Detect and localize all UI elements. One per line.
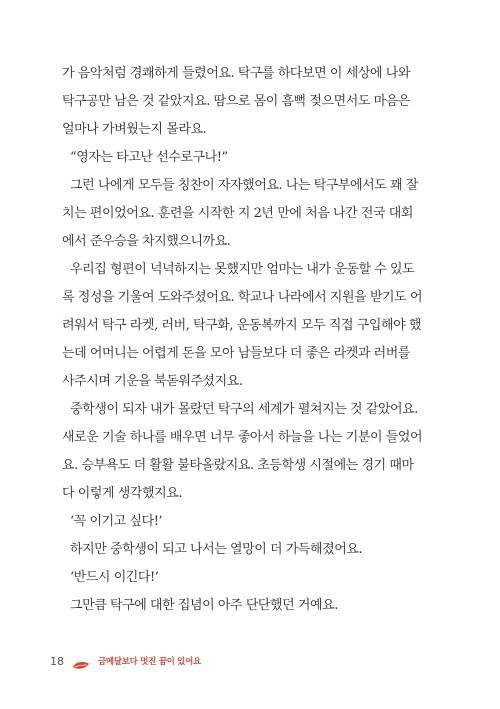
text-line: ‘꼭 이기고 싶다!’ bbox=[70, 514, 163, 529]
red-leaf-icon bbox=[72, 656, 90, 666]
text-line: 새로운 기술 하나를 배우면 너무 좋아서 하늘을 나는 기분이 들었어 bbox=[62, 430, 423, 445]
running-title: 금메달보다 멋진 꿈이 있어요 bbox=[98, 657, 201, 667]
text-line: 요. 승부욕도 더 활활 불타올랐지요. 초등학생 시절에는 경기 때마 bbox=[62, 458, 414, 473]
text-line: 는데 어머니는 어렵게 돈을 모아 남들보다 더 좋은 라켓과 러버를 bbox=[62, 346, 410, 361]
text-line: 우리집 형편이 넉넉하지는 못했지만 엄마는 내가 운동할 수 있도 bbox=[70, 262, 415, 277]
page-number: 18 bbox=[50, 654, 64, 668]
text-line: 치는 편이었어요. 훈련을 시작한 지 2년 만에 처음 나간 전국 대회 bbox=[62, 206, 414, 221]
text-line: 려워서 탁구 라켓, 러버, 탁구화, 운동복까지 모두 직접 구입해야 했 bbox=[62, 318, 421, 333]
text-line: 중학생이 되자 내가 몰랐던 탁구의 세계가 펼쳐지는 것 같았어요. bbox=[70, 402, 418, 417]
text-line: 록 정성을 기울여 도와주셨어요. 학교나 나라에서 지원을 받기도 어 bbox=[62, 290, 423, 305]
text-line: 에서 준우승을 차지했으니까요. bbox=[62, 234, 231, 249]
text-line: “영자는 타고난 선수로구나!” bbox=[70, 150, 228, 165]
text-line: 다 이렇게 생각했지요. bbox=[62, 486, 183, 501]
text-line: 탁구공만 남은 것 같았지요. 땀으로 몸이 흠뻑 젖으면서도 마음은 bbox=[62, 94, 410, 109]
text-line: 그만큼 탁구에 대한 집념이 아주 단단했던 거예요. bbox=[70, 598, 338, 613]
text-line: 그런 나에게 모두들 칭찬이 자자했어요. 나는 탁구부에서도 꽤 잘 bbox=[70, 178, 418, 193]
text-line: ‘반드시 이긴다!’ bbox=[70, 570, 159, 585]
text-line: 얼마나 가벼웠는지 몰라요. bbox=[62, 122, 207, 137]
text-line: 사주시며 기운을 북돋워주셨지요. bbox=[62, 374, 243, 389]
text-line: 가 음악처럼 경쾌하게 들렸어요. 탁구를 하다보면 이 세상에 나와 bbox=[62, 66, 410, 81]
body-text bbox=[62, 60, 440, 620]
page-footer bbox=[50, 651, 201, 671]
text-line: 하지만 중학생이 되고 나서는 열망이 더 가득해졌어요. bbox=[70, 542, 363, 557]
